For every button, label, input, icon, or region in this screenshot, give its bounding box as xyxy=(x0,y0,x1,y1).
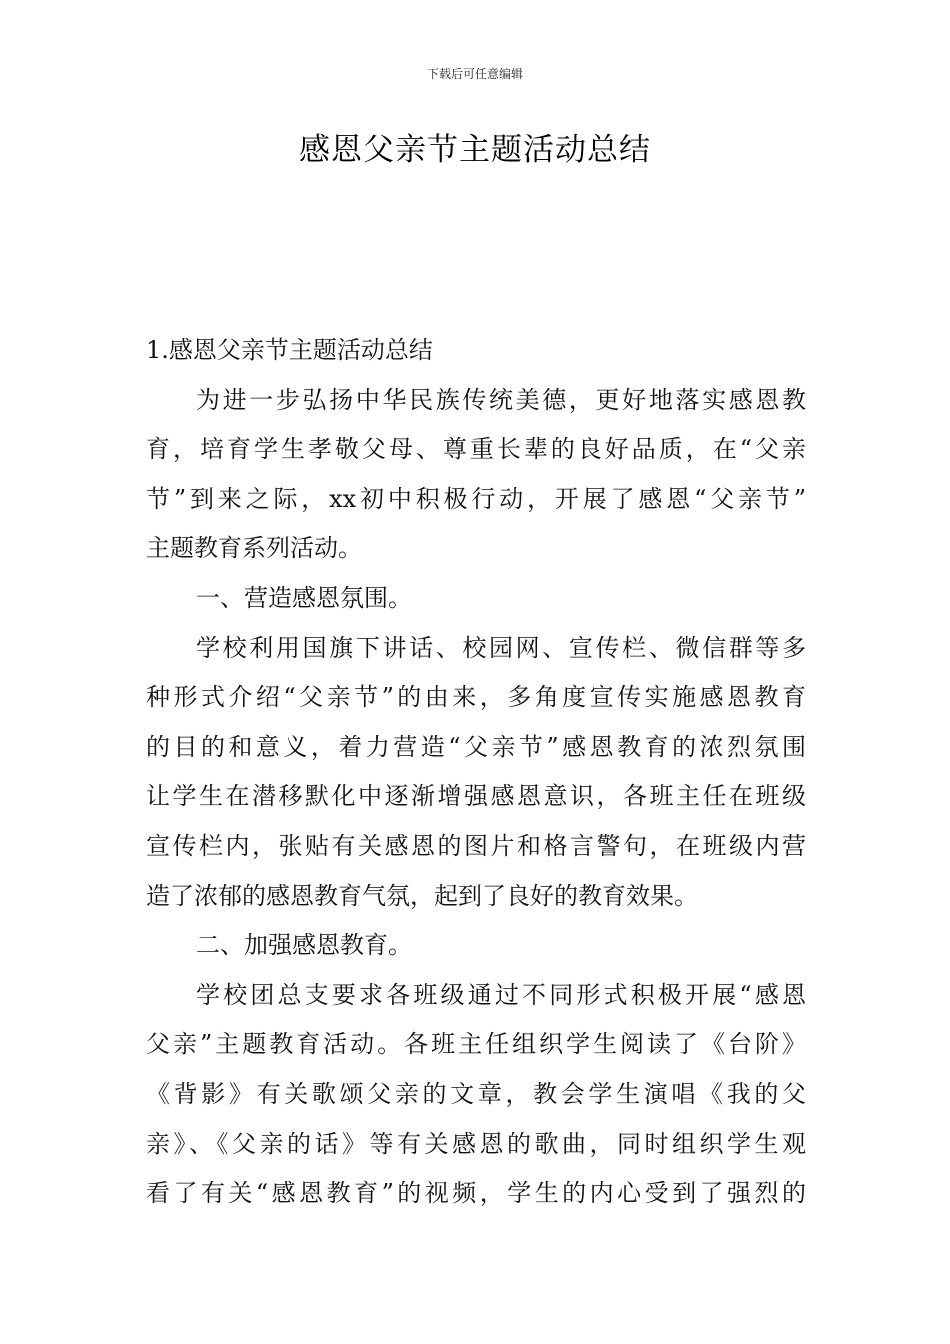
text-line: 种形式介绍“父亲节”的由来，多角度宣传实施感恩教育 xyxy=(146,683,806,712)
text-line: 看了有关“感恩教育”的视频，学生的内心受到了强烈的 xyxy=(146,1179,806,1208)
text-line: 的目的和意义，着力营造“父亲节”感恩教育的浓烈氛围 xyxy=(146,732,806,761)
header-note: 下载后可任意编辑 xyxy=(426,67,523,81)
text-line: 宣传栏内，张贴有关感恩的图片和格言警句，在班级内营 xyxy=(146,831,806,860)
text-line: 为进一步弘扬中华民族传统美德，更好地落实感恩教 xyxy=(196,385,806,414)
text-line: 学校团总支要求各班级通过不同形式积极开展“感恩 xyxy=(196,980,806,1009)
text-line: 造了浓郁的感恩教育气氛，起到了良好的教育效果。 xyxy=(146,881,698,910)
text-line: 亲》、《父亲的话》等有关感恩的歌曲，同时组织学生观 xyxy=(146,1129,806,1158)
text-line: 1.感恩父亲节主题活动总结 xyxy=(146,336,433,364)
document-title: 感恩父亲节主题活动总结 xyxy=(299,132,651,168)
text-line: 父亲”主题教育活动。各班主任组织学生阅读了《台阶》 xyxy=(146,1030,806,1059)
text-line: 主题教育系列活动。 xyxy=(146,534,362,563)
text-line: 节”到来之际，xx初中积极行动，开展了感恩“父亲节” xyxy=(146,484,806,513)
text-line: 让学生在潜移默化中逐渐增强感恩意识，各班主任在班级 xyxy=(146,782,806,811)
text-line: 《背影》有关歌颂父亲的文章，教会学生演唱《我的父 xyxy=(146,1079,806,1108)
text-line: 学校利用国旗下讲话、校园网、宣传栏、微信群等多 xyxy=(196,633,806,662)
text-line: 二、加强感恩教育。 xyxy=(196,931,412,960)
text-line: 育，培育学生孝敬父母、尊重长辈的良好品质，在“父亲 xyxy=(146,435,806,464)
document-body xyxy=(146,326,806,1219)
text-line: 一、营造感恩氛围。 xyxy=(196,583,412,612)
